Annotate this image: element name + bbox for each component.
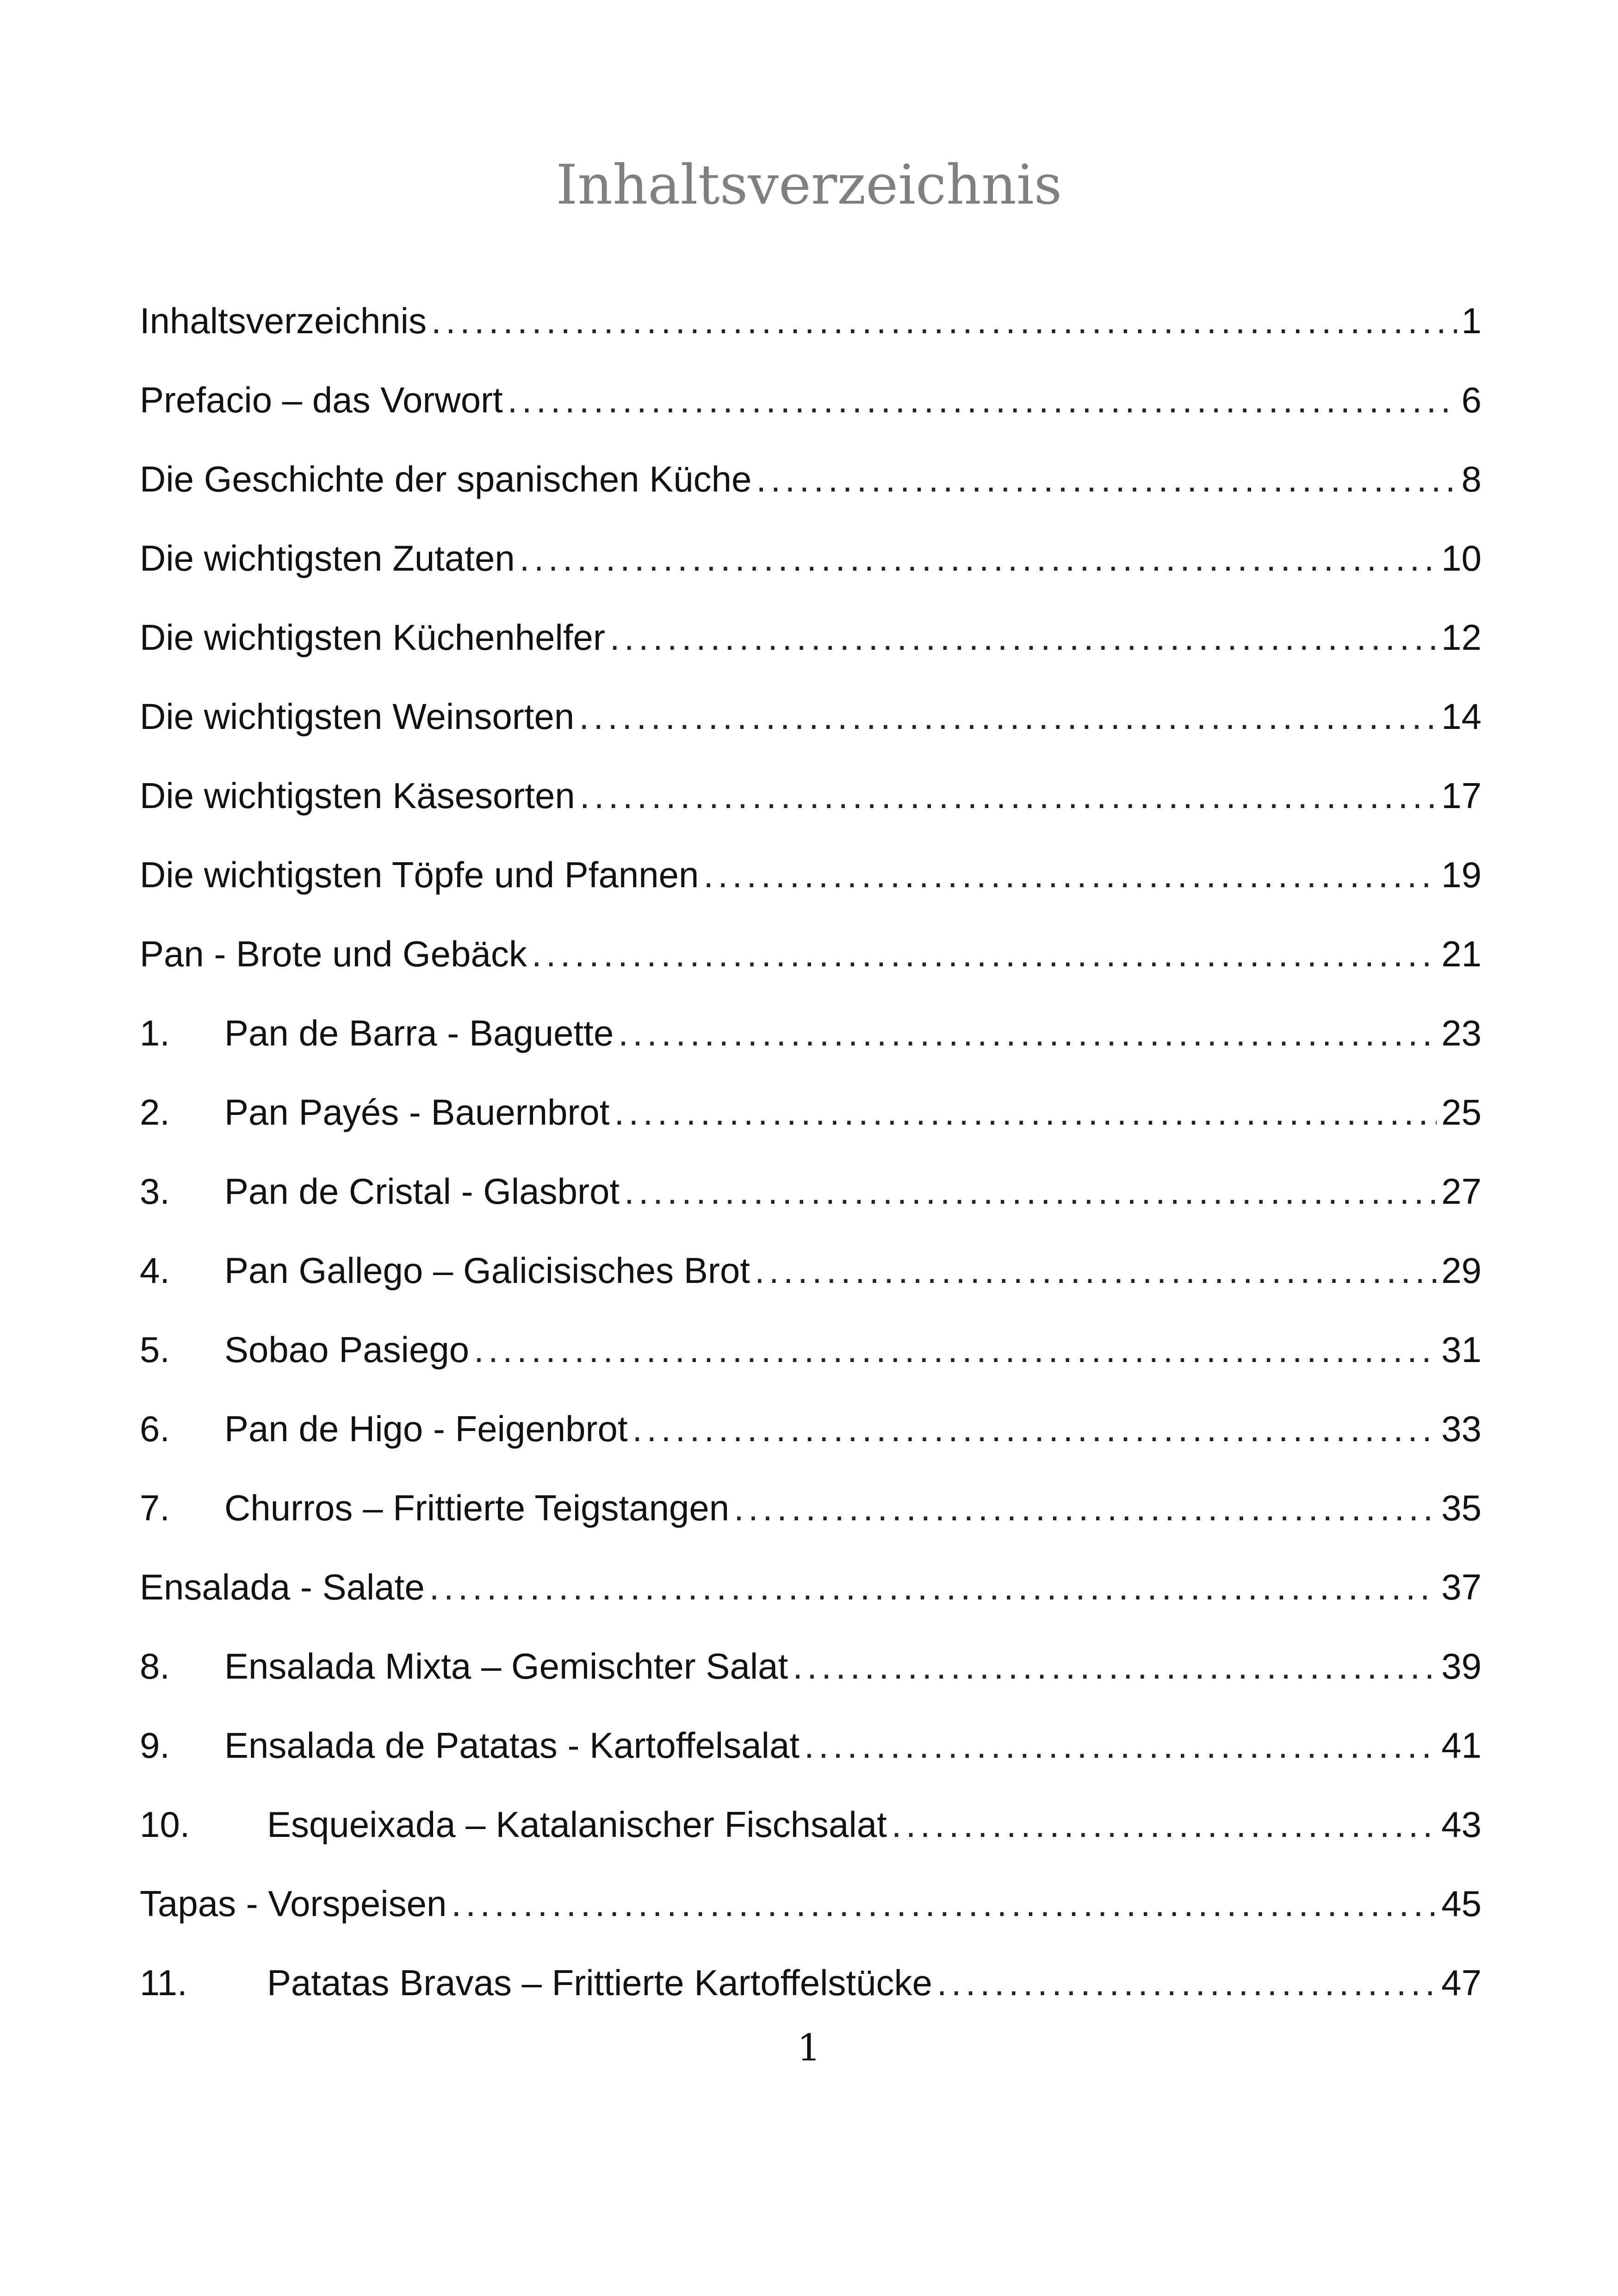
toc-leader [804, 1724, 1437, 1767]
toc-entry-page: 14 [1441, 696, 1482, 737]
toc-entry-page: 41 [1441, 1725, 1482, 1766]
toc-leader [793, 1645, 1437, 1687]
toc-leader [451, 1883, 1437, 1925]
toc-entry-title: Pan de Barra - Baguette [224, 1013, 614, 1053]
toc-entry-title: Die wichtigsten Küchenhelfer [140, 617, 605, 658]
toc-entry-title: Die wichtigsten Töpfe und Pfannen [140, 854, 699, 895]
toc-entry-page: 31 [1441, 1329, 1482, 1370]
toc-leader [614, 1091, 1437, 1133]
toc-entry-number: 1. [140, 1013, 170, 1053]
toc-entry[interactable] [140, 1943, 1482, 2022]
toc-entry-number: 9. [140, 1725, 170, 1766]
toc-entry-page: 21 [1441, 933, 1482, 974]
toc-entry-page: 6 [1461, 380, 1482, 420]
toc-entry-page: 8 [1461, 459, 1482, 499]
toc-entry-page: 35 [1441, 1487, 1482, 1528]
toc-entry-page: 23 [1441, 1013, 1482, 1053]
toc-entry-title: Ensalada de Patatas - Kartoffelsalat [224, 1725, 800, 1766]
toc-leader [610, 616, 1437, 659]
toc-leader [580, 775, 1437, 817]
toc-leader [756, 458, 1457, 500]
toc-entry-title: Esqueixada – Katalanischer Fischsalat [267, 1804, 887, 1845]
toc-entry[interactable] [140, 1152, 1482, 1231]
toc-entry-title: Pan Payés - Bauernbrot [224, 1092, 610, 1132]
toc-entry-number: 7. [140, 1487, 170, 1528]
toc-leader [431, 300, 1457, 342]
toc-entry-page: 17 [1441, 775, 1482, 816]
toc-entry-title: Inhaltsverzeichnis [140, 300, 427, 341]
toc-entry-page: 12 [1441, 617, 1482, 658]
toc-entry-title: Pan - Brote und Gebäck [140, 933, 527, 974]
toc-entry-page: 33 [1441, 1408, 1482, 1449]
toc-entry[interactable] [140, 835, 1482, 915]
toc-leader [624, 1170, 1437, 1213]
toc-entry[interactable] [140, 756, 1482, 835]
toc-entry-number: 10. [140, 1804, 190, 1845]
toc-entry-number: 8. [140, 1646, 170, 1686]
toc-entry[interactable] [140, 1706, 1482, 1785]
toc-entry-number: 2. [140, 1092, 170, 1132]
toc-entry[interactable] [140, 1864, 1482, 1943]
toc-entry-page: 39 [1441, 1646, 1482, 1686]
toc-entry-title: Patatas Bravas – Frittierte Kartoffelstücke [267, 1962, 932, 2003]
toc-entry-title: Churros – Frittierte Teigstangen [224, 1487, 730, 1528]
toc-leader [429, 1566, 1437, 1608]
toc-leader [632, 1408, 1437, 1450]
toc-leader [474, 1329, 1437, 1371]
toc-entry[interactable] [140, 361, 1482, 440]
toc-entry-page: 19 [1441, 854, 1482, 895]
toc-entry-title: Prefacio – das Vorwort [140, 380, 503, 420]
toc-leader [892, 1804, 1437, 1846]
toc-entry[interactable] [140, 677, 1482, 756]
toc-leader [532, 933, 1437, 975]
toc-entry-title: Pan Gallego – Galicisisches Brot [224, 1250, 750, 1291]
toc-entry-page: 29 [1441, 1250, 1482, 1291]
toc-entry[interactable] [140, 1548, 1482, 1627]
toc-entry[interactable] [140, 1073, 1482, 1152]
toc-entry-number: 3. [140, 1171, 170, 1212]
toc-entry[interactable] [140, 1389, 1482, 1468]
toc-entry-title: Sobao Pasiego [224, 1329, 470, 1370]
toc-entry-title: Ensalada - Salate [140, 1567, 425, 1607]
toc-entry[interactable] [140, 519, 1482, 598]
toc-entry[interactable] [140, 281, 1482, 361]
toc-entry[interactable] [140, 994, 1482, 1073]
toc-entry-page: 25 [1441, 1092, 1482, 1132]
toc-leader [520, 537, 1437, 579]
toc-entry[interactable] [140, 1785, 1482, 1864]
toc-entry[interactable] [140, 1468, 1482, 1548]
toc-entry[interactable] [140, 598, 1482, 677]
page-number-footer: 1 [797, 2026, 821, 2069]
toc-entry-number: 5. [140, 1329, 170, 1370]
toc-entry-title: Ensalada Mixta – Gemischter Salat [224, 1646, 788, 1686]
toc-entry-number: 4. [140, 1250, 170, 1291]
toc-leader [508, 379, 1457, 421]
toc-entry[interactable] [140, 915, 1482, 994]
toc-leader [755, 1250, 1437, 1292]
toc-leader [703, 854, 1437, 896]
toc-entry-page: 37 [1441, 1567, 1482, 1607]
table-of-contents [140, 281, 1482, 2022]
toc-leader [618, 1012, 1437, 1054]
page-title: Inhaltsverzeichnis [556, 153, 1062, 217]
toc-entry-title: Pan de Cristal - Glasbrot [224, 1171, 620, 1212]
toc-entry-page: 27 [1441, 1171, 1482, 1212]
toc-entry-title: Die Geschichte der spanischen Küche [140, 459, 752, 499]
toc-entry-page: 1 [1461, 300, 1482, 341]
toc-entry-page: 43 [1441, 1804, 1482, 1845]
toc-entry-title: Die wichtigsten Zutaten [140, 538, 515, 579]
toc-entry-number: 6. [140, 1408, 170, 1449]
toc-entry-page: 45 [1441, 1883, 1482, 1924]
toc-entry[interactable] [140, 1310, 1482, 1389]
toc-leader [937, 1962, 1437, 2004]
toc-entry-number: 11. [140, 1962, 187, 2003]
toc-entry-title: Tapas - Vorspeisen [140, 1883, 447, 1924]
toc-leader [734, 1487, 1437, 1529]
toc-leader [579, 696, 1437, 738]
toc-entry-page: 10 [1441, 538, 1482, 579]
toc-entry-title: Die wichtigsten Käsesorten [140, 775, 575, 816]
toc-entry-title: Pan de Higo - Feigenbrot [224, 1408, 628, 1449]
toc-entry[interactable] [140, 1231, 1482, 1310]
toc-entry-title: Die wichtigsten Weinsorten [140, 696, 575, 737]
toc-entry-page: 47 [1441, 1962, 1482, 2003]
toc-entry[interactable] [140, 440, 1482, 519]
toc-entry[interactable] [140, 1627, 1482, 1706]
